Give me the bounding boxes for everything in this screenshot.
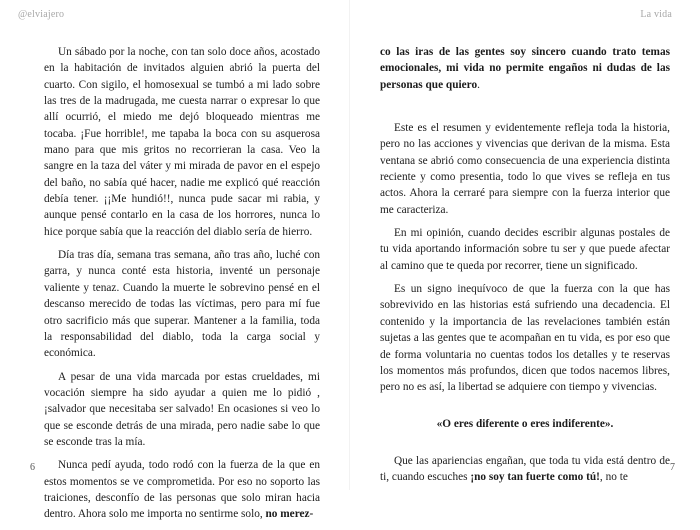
paragraph-8-text: Que las apariencias engañan, que toda tu vida está dentro de ti, cuando escuches [380,454,670,484]
paragraph-5: Este es el resumen y evidentemente refleja toda la historia, pero no las acciones y vivencias que derivan de la misma. Esta ventana se abrió como consecuencia de una experiencia distinta reciente y como presentia, todo lo que vives se refleja en tus actos. Ahora la cerraré para siempre con la fuerza interior que me caracteriza. [380,122,670,216]
paragraph-8-end: , no te [599,471,628,484]
running-head-left: @elviajero [18,9,65,20]
right-page-body [380,44,670,493]
paragraph-6: En mi opinión, cuando decides escribir algunas postales de tu vida aportando información sobre tu ser y que puede afectar al camino que te queda por recorrer, tiene un significado. [380,227,670,272]
paragraph-4-text: Nunca pedí ayuda, todo rodó con la fuerza de la que en estos momentos se ve comprometida. Por eso no soporto las traiciones, desconfío de las personas que solo miran hacia dentro. Ahora solo me importa no sentirme solo, [44,459,320,521]
paragraph-4-bold-text: no merez- [265,508,314,521]
page-number-right: 7 [670,462,675,473]
paragraph-7: Es un signo inequívoco de que la fuerza con la que has sobrevivido en las historias está sufriendo una decadencia. El contenido y la importancia de las revelaciones también están sujetas a las gentes que te acompañan en tu vida, es por eso que de forma voluntaria no cuentas todos los detalles y te reservas los momentos más profundos, dicen que todos nacemos libres, pero no es así, la libertad se adquiere con tiempo y vivencias. [380,283,670,394]
paragraph-8 [380,453,670,486]
paragraph-8-bold-text: ¡no soy tan fuerte como tú! [470,471,600,484]
paragraph-2: Día tras día, semana tras semana, año tras año, luché con garra, y nunca conté esta historia, inventé un personaje valiente y tenaz. Cuando la muerte le sobrevino pensé en el descanso merecido de todas las víctimas, pero para mí fue otro sacrificio más que superar. Mantener a la familia, toda la responsabilidad del diablo, toda la carga social y económica. [44,249,320,360]
paragraph-1: Un sábado por la noche, con tan solo doce años, acostado en la habitación de invitados alguien abrió la puerta del cuarto. Con sigilo, el homosexual se tumbó a mi lado sobre las tres de la madrugada, me cuesta narrar o expresar lo que allí ocurrió, el miedo me dejó bloqueado mientras me tocaba. ¡Fue horrible!, me tapaba la boca con su asquerosa mano para que mis gritos no recorrieran la casa. Veo la sangre en la taza del váter y mi mirada de pavor en el espejo del baño, no sabía qué hacer, nadie me explicó qué reacción debía tener. ¡¡Me hundió!!, nunca pude sacar mi rabia, y aunque pensé contarlo en la casa de los horrores, nunca lo hice porque sabía que la reacción del diablo sería de hierro. [44,46,320,238]
left-page-body [44,44,320,530]
page-number-left: 6 [30,462,35,473]
left-page [0,0,350,521]
right-page [350,0,700,490]
continuation-end: . [477,78,480,91]
running-head-right: La vida [640,9,672,20]
pull-quote: «O eres diferente o eres indiferente». [436,417,614,430]
paragraph-3: A pesar de una vida marcada por estas crueldades, mi vocación siempre ha sido ayudar a quien me lo pidió , ¡salvador que necesitaba ser salvado! En ocasiones si veo lo que se esconde detrás de una mirada, pero nadie sabe lo que se esconde tras la mía. [44,370,320,448]
continuation-paragraph [380,44,670,93]
continuation-bold-text: co las iras de las gentes soy sincero cuando trato temas emocionales, mi vida no permite engaños ni dudas de las personas que quiero [380,46,670,91]
